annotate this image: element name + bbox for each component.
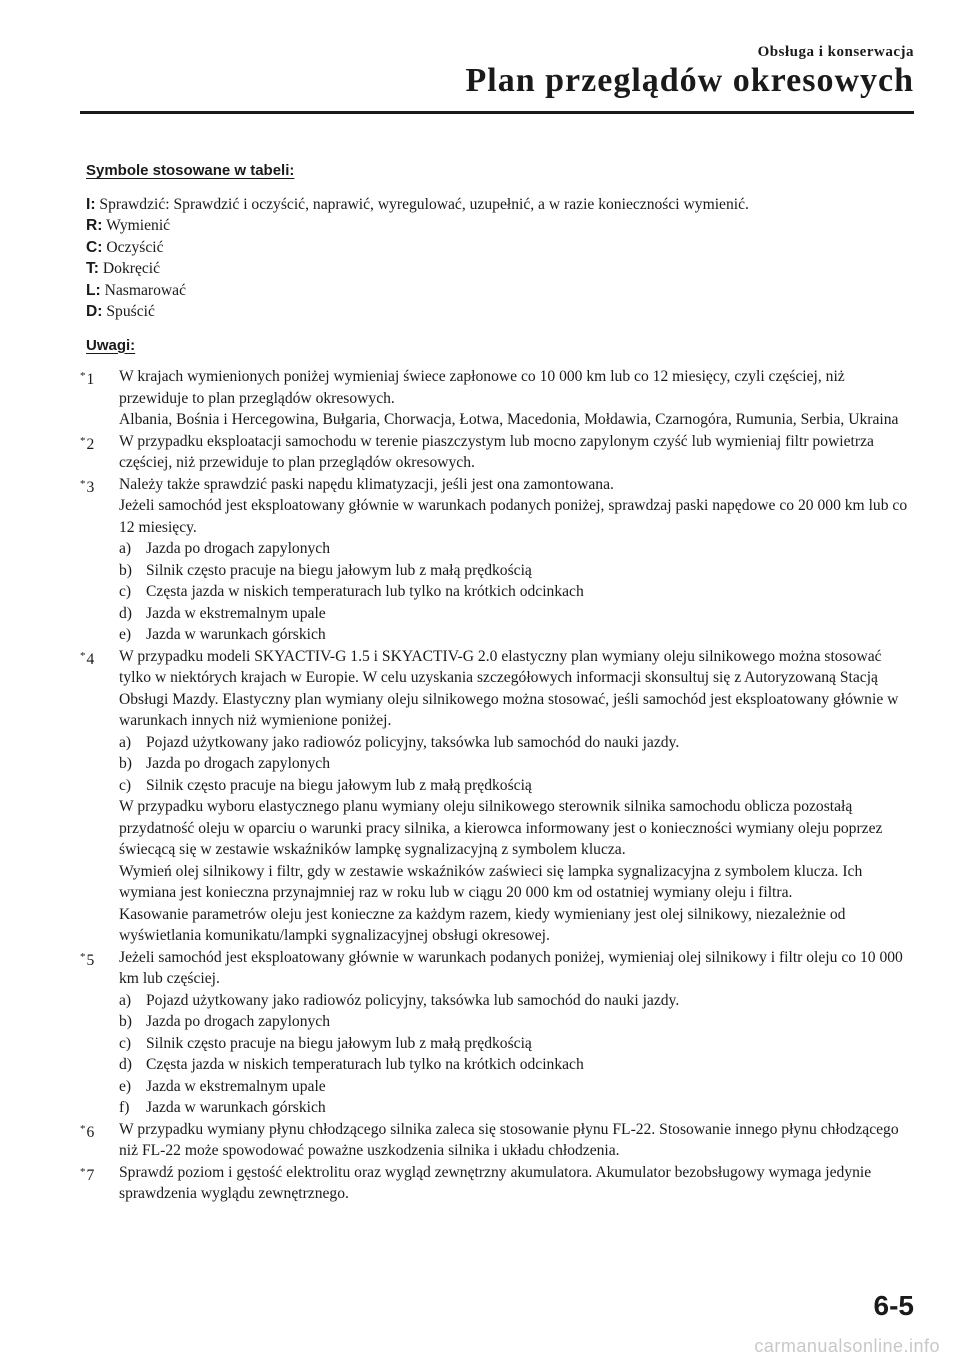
note-paragraph: W przypadku wyboru elastycznego planu wymiany oleju silnikowego sterownik silnika samochodu oblicza pozostałą przydatność oleju w oparciu o warunki pracy silnika, a kierowca informowany jest o konieczności wymiany oleju poprzez świecącą się w zestawie wskaźników lampkę sygnalizacyjną z symbolem klucza.	[119, 798, 883, 858]
list-item-label: d)	[119, 1056, 132, 1073]
note-number	[80, 646, 94, 671]
list-item-label: e)	[119, 626, 132, 643]
list-item-label: a)	[119, 733, 132, 751]
symbol-row	[86, 194, 916, 216]
symbol-text: Nasmarować	[100, 281, 187, 299]
note-paragraph: W przypadku wymiany płynu chłodzącego silnika zaleca się stosowanie płynu FL-22. Stosowanie innego płynu chłodzącego niż FL-22 może spowodować poważne uszkodzenia silnika i układu chłodzenia.	[119, 1120, 899, 1159]
symbol-code: R:	[86, 217, 103, 234]
section-label: Obsługa i konserwacja	[757, 44, 914, 60]
list-item-text: Jazda po drogach zapylonych	[146, 1013, 331, 1030]
note-1	[80, 366, 916, 431]
page-number: 6-5	[873, 1290, 914, 1321]
symbols-list	[86, 194, 916, 323]
symbol-code: T:	[86, 260, 99, 277]
list-item	[119, 753, 916, 775]
note-number-value: 2	[86, 435, 95, 453]
list-item-text: Silnik często pracuje na biegu jałowym lub z małą prędkością	[146, 1034, 532, 1052]
list-item-text: Jazda w warunkach górskich	[146, 1099, 326, 1116]
symbol-row	[86, 215, 916, 237]
list-item	[119, 624, 916, 646]
asterisk: *	[80, 950, 86, 963]
asterisk: *	[80, 649, 86, 662]
note-4	[80, 646, 916, 947]
list-item	[119, 1011, 916, 1033]
note-number-value: 3	[86, 478, 95, 496]
list-item	[119, 1076, 916, 1098]
note-paragraph: W przypadku eksploatacji samochodu w terenie piaszczystym lub mocno zapylonym czyść lub wymieniaj filtr powietrza częściej, niż przewiduje to plan przeglądów okresowych.	[119, 432, 874, 471]
list-item-label: c)	[119, 1034, 132, 1052]
note-number	[80, 366, 94, 391]
symbol-row	[86, 258, 916, 280]
list-item-label: e)	[119, 1077, 132, 1095]
list-item-label: f)	[119, 1099, 130, 1116]
note-paragraph: W przypadku modeli SKYACTIV-G 1.5 i SKYACTIV-G 2.0 elastyczny plan wymiany oleju silnikowego można stosować tylko w niektórych krajach w Europie. W celu uzyskania szczegółowych informacji skonsultuj się z Autoryzowaną Stacją Obsługi Mazdy. Elastyczny plan wymiany oleju silnikowego można stosować, jeśli samochód jest eksploatowany głównie w warunkach innych niż wymienione poniżej.	[119, 647, 899, 729]
symbol-text: Dokręcić	[99, 260, 161, 277]
asterisk: *	[80, 1122, 86, 1135]
list-item-text: Częsta jazda w niskich temperaturach lub tylko na krótkich odcinkach	[146, 583, 584, 600]
symbol-code: D:	[86, 303, 103, 320]
list-item-label: a)	[119, 991, 132, 1009]
list-item-label: b)	[119, 561, 132, 579]
symbol-row	[86, 280, 916, 302]
list-item-label: c)	[119, 776, 132, 794]
asterisk: *	[80, 477, 86, 490]
symbol-text: Oczyścić	[102, 238, 164, 256]
note-number-value: 5	[86, 951, 95, 969]
list-item-text: Jazda po drogach zapylonych	[146, 540, 331, 557]
list-item	[119, 732, 916, 754]
list-item-text: Silnik często pracuje na biegu jałowym lub z małą prędkością	[146, 776, 532, 794]
symbol-text: Spuścić	[102, 303, 155, 320]
title-rule	[80, 111, 914, 114]
symbol-text: Sprawdzić: Sprawdzić i oczyścić, naprawić, wyregulować, uzupełnić, a w razie konieczności wymienić.	[95, 195, 749, 213]
page-title: Plan przeglądów okresowych	[465, 62, 914, 99]
note-paragraph: Należy także sprawdzić paski napędu klimatyzacji, jeśli jest ona zamontowana.	[119, 475, 614, 493]
list-item	[119, 990, 916, 1012]
watermark: carmanualsonline.info	[754, 1336, 940, 1356]
note-5	[80, 947, 916, 1119]
list-item	[119, 538, 916, 560]
list-item-text: Pojazd użytkowany jako radiowóz policyjny, taksówka lub samochód do nauki jazdy.	[146, 991, 680, 1009]
list-item	[119, 1097, 916, 1119]
list-item	[119, 603, 916, 625]
note-7	[80, 1162, 916, 1205]
page-content	[80, 160, 916, 1205]
note-paragraph: Jeżeli samochód jest eksploatowany głównie w warunkach podanych poniżej, wymieniaj olej silnikowy i filtr oleju co 10 000 km lub częściej.	[119, 948, 903, 987]
note-paragraph: Sprawdź poziom i gęstość elektrolitu oraz wygląd zewnętrzny akumulatora. Akumulator bezobsługowy wymaga jedynie sprawdzenia wyglądu zewnętrznego.	[119, 1163, 872, 1202]
symbols-heading: Symbole stosowane w tabeli:	[86, 162, 295, 179]
note-number	[80, 1119, 94, 1144]
list-item	[119, 775, 916, 797]
list-item	[119, 581, 916, 603]
note-number-value: 7	[86, 1166, 95, 1184]
list-item-label: d)	[119, 604, 132, 622]
asterisk: *	[80, 1165, 86, 1178]
note-2	[80, 431, 916, 474]
list-item-text: Jazda po drogach zapylonych	[146, 755, 331, 772]
note-paragraph: Wymień olej silnikowy i filtr, gdy w zestawie wskaźników zaświeci się lampka sygnalizacyjna z symbolem klucza. Ich wymiana jest konieczna przynajmniej raz w roku lub w ciągu 20 000 km od ostatniej wymiany oleju i filtra.	[119, 862, 863, 901]
symbol-text: Wymienić	[102, 217, 171, 234]
list-item-label: b)	[119, 755, 132, 772]
list-item-text: Jazda w ekstremalnym upale	[146, 604, 326, 622]
note-number	[80, 474, 94, 499]
list-item-label: a)	[119, 540, 132, 557]
symbol-code: I:	[86, 195, 96, 213]
list-item-text: Jazda w ekstremalnym upale	[146, 1077, 326, 1095]
note-number	[80, 1162, 94, 1187]
list-item-text: Silnik często pracuje na biegu jałowym lub z małą prędkością	[146, 561, 532, 579]
list-item-label: b)	[119, 1013, 132, 1030]
list-item-label: c)	[119, 583, 132, 600]
list-item-text: Pojazd użytkowany jako radiowóz policyjny, taksówka lub samochód do nauki jazdy.	[146, 733, 680, 751]
symbol-code: L:	[86, 281, 101, 299]
list-item	[119, 1033, 916, 1055]
symbol-code: C:	[86, 238, 103, 256]
list-item	[119, 1054, 916, 1076]
asterisk: *	[80, 434, 86, 447]
list-item-text: Częsta jazda w niskich temperaturach lub tylko na krótkich odcinkach	[146, 1056, 584, 1073]
symbol-row	[86, 237, 916, 259]
note-number-value: 1	[86, 371, 95, 388]
note-paragraph: Kasowanie parametrów oleju jest konieczne za każdym razem, kiedy wymieniany jest olej silnikowy, niezależnie od wyświetlania komunikatu/lampki sygnalizacyjnej obsługi okresowej.	[119, 905, 846, 944]
symbol-row	[86, 301, 916, 323]
note-number	[80, 947, 94, 972]
list-item	[119, 560, 916, 582]
note-3	[80, 474, 916, 646]
note-number-value: 6	[86, 1123, 95, 1141]
note-paragraph: Jeżeli samochód jest eksploatowany głównie w warunkach podanych poniżej, sprawdzaj paski napędowe co 20 000 km lub co 12 miesięcy.	[119, 497, 908, 536]
list-item-text: Jazda w warunkach górskich	[146, 626, 326, 643]
note-paragraph: Albania, Bośnia i Hercegowina, Bułgaria, Chorwacja, Łotwa, Macedonia, Mołdawia, Czarnogóra, Rumunia, Serbia, Ukraina	[119, 411, 899, 428]
note-6	[80, 1119, 916, 1162]
note-paragraph: W krajach wymienionych poniżej wymieniaj świece zapłonowe co 10 000 km lub co 12 miesięcy, czyli częściej, niż przewiduje to plan przeglądów okresowych.	[119, 368, 845, 407]
asterisk: *	[80, 370, 86, 382]
note-number	[80, 431, 94, 456]
note-number-value: 4	[86, 650, 95, 668]
notes-heading: Uwagi:	[86, 336, 136, 354]
